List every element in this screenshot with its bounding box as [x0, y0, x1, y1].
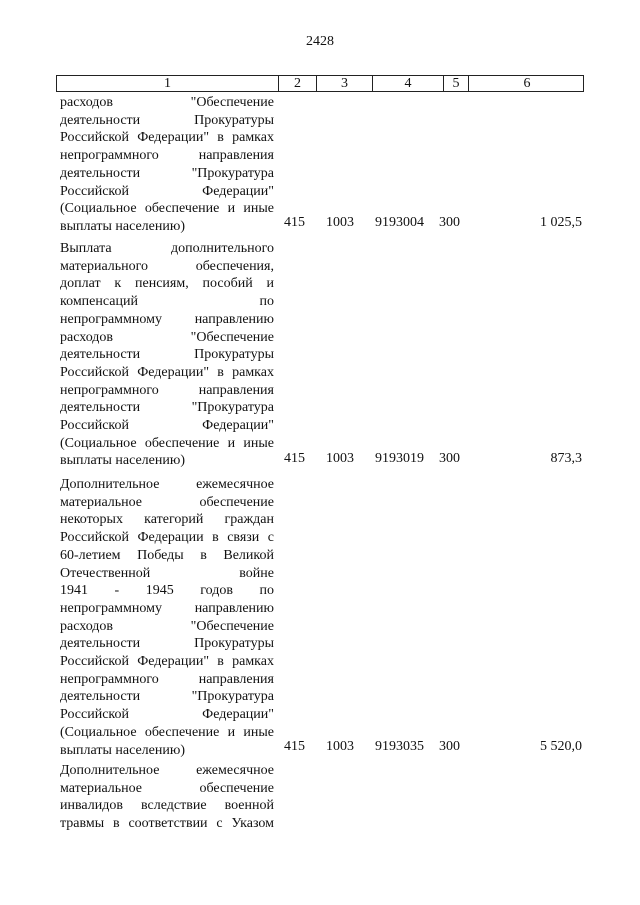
row-2-line-10: деятельности "Прокуратура [60, 400, 274, 416]
row-3-line-3: некоторых категорий граждан [60, 512, 274, 528]
row-3-description [60, 476, 274, 759]
row-3-line-11: Российской Федерации" в рамках [60, 654, 274, 670]
row-1-col-3: 1003 [326, 215, 354, 230]
row-2-col-2: 415 [284, 451, 305, 466]
row-2-line-13: выплаты населению) [60, 453, 185, 469]
row-2-col-6: 873,3 [550, 451, 582, 466]
row-3-col-3: 1003 [326, 739, 354, 754]
row-4-description [60, 762, 274, 833]
row-2-line-3: доплат к пенсиям, пособий и [60, 276, 274, 292]
row-3-line-16: выплаты населению) [60, 742, 185, 758]
row-1-line-7: (Социальное обеспечение и иные [60, 201, 274, 217]
row-3-line-2: материальное обеспечение [60, 494, 274, 510]
row-2-col-4: 9193019 [375, 451, 424, 466]
row-3-line-10: деятельности Прокуратуры [60, 636, 274, 652]
row-3-line-9: расходов "Обеспечение [60, 618, 274, 634]
column-header-1: 1 [164, 76, 171, 91]
column-header-3: 3 [316, 76, 372, 91]
row-3-line-8: непрограммному направлению [60, 600, 274, 616]
column-header-4: 4 [372, 76, 443, 91]
row-1-line-1: расходов "Обеспечение [60, 95, 274, 110]
row-2-line-2: материального обеспечения, [60, 258, 274, 274]
row-3-col-5: 300 [439, 739, 460, 754]
row-2-line-8: Российской Федерации" в рамках [60, 364, 274, 380]
row-4-line-1: Дополнительное ежемесячное [60, 763, 274, 778]
row-3-col-6: 5 520,0 [540, 739, 582, 754]
row-3-line-15: (Социальное обеспечение и иные [60, 724, 274, 740]
row-4-line-3: инвалидов вследствие военной [60, 798, 274, 814]
row-3-line-7: 1941 - 1945 годов по [60, 583, 274, 599]
row-4-line-4: травмы в соответствии с Указом [60, 816, 274, 832]
row-1-col-5: 300 [439, 215, 460, 230]
row-1-line-6: Российской Федерации" [60, 183, 274, 199]
row-2-line-7: деятельности Прокуратуры [60, 347, 274, 363]
row-1-col-6: 1 025,5 [540, 215, 582, 230]
row-2-line-11: Российской Федерации" [60, 418, 274, 434]
row-3-col-2: 415 [284, 739, 305, 754]
row-3-col-4: 9193035 [375, 739, 424, 754]
page-number: 2428 [306, 34, 334, 49]
row-3-line-6: Отечественной войне [60, 565, 274, 581]
column-header-5: 5 [443, 76, 468, 91]
row-1-line-8: выплаты населению) [60, 218, 185, 234]
row-2-line-9: непрограммного направления [60, 382, 274, 398]
row-2-line-1: Выплата дополнительного [60, 241, 274, 256]
row-1-line-4: непрограммного направления [60, 148, 274, 164]
row-1-description [60, 94, 274, 236]
row-2-col-5: 300 [439, 451, 460, 466]
row-2-line-5: непрограммному направлению [60, 311, 274, 327]
row-2-col-3: 1003 [326, 451, 354, 466]
row-2-line-6: расходов "Обеспечение [60, 329, 274, 345]
row-1-line-3: Российской Федерации" в рамках [60, 130, 274, 146]
row-3-line-1: Дополнительное ежемесячное [60, 477, 274, 492]
row-1-col-4: 9193004 [375, 215, 424, 230]
column-header-6: 6 [468, 76, 585, 91]
table-header [56, 75, 584, 92]
row-3-line-5: 60-летием Победы в Великой [60, 547, 274, 563]
row-4-line-2: материальное обеспечение [60, 780, 274, 796]
row-2-description [60, 240, 274, 470]
row-1-col-2: 415 [284, 215, 305, 230]
row-1-line-5: деятельности "Прокуратура [60, 165, 274, 181]
row-3-line-4: Российской Федерации в связи с [60, 530, 274, 546]
column-header-2: 2 [278, 76, 316, 91]
row-3-line-14: Российской Федерации" [60, 707, 274, 723]
row-2-line-12: (Социальное обеспечение и иные [60, 435, 274, 451]
row-3-line-12: непрограммного направления [60, 671, 274, 687]
row-3-line-13: деятельности "Прокуратура [60, 689, 274, 705]
row-2-line-4: компенсаций по [60, 294, 274, 310]
row-1-line-2: деятельности Прокуратуры [60, 112, 274, 128]
